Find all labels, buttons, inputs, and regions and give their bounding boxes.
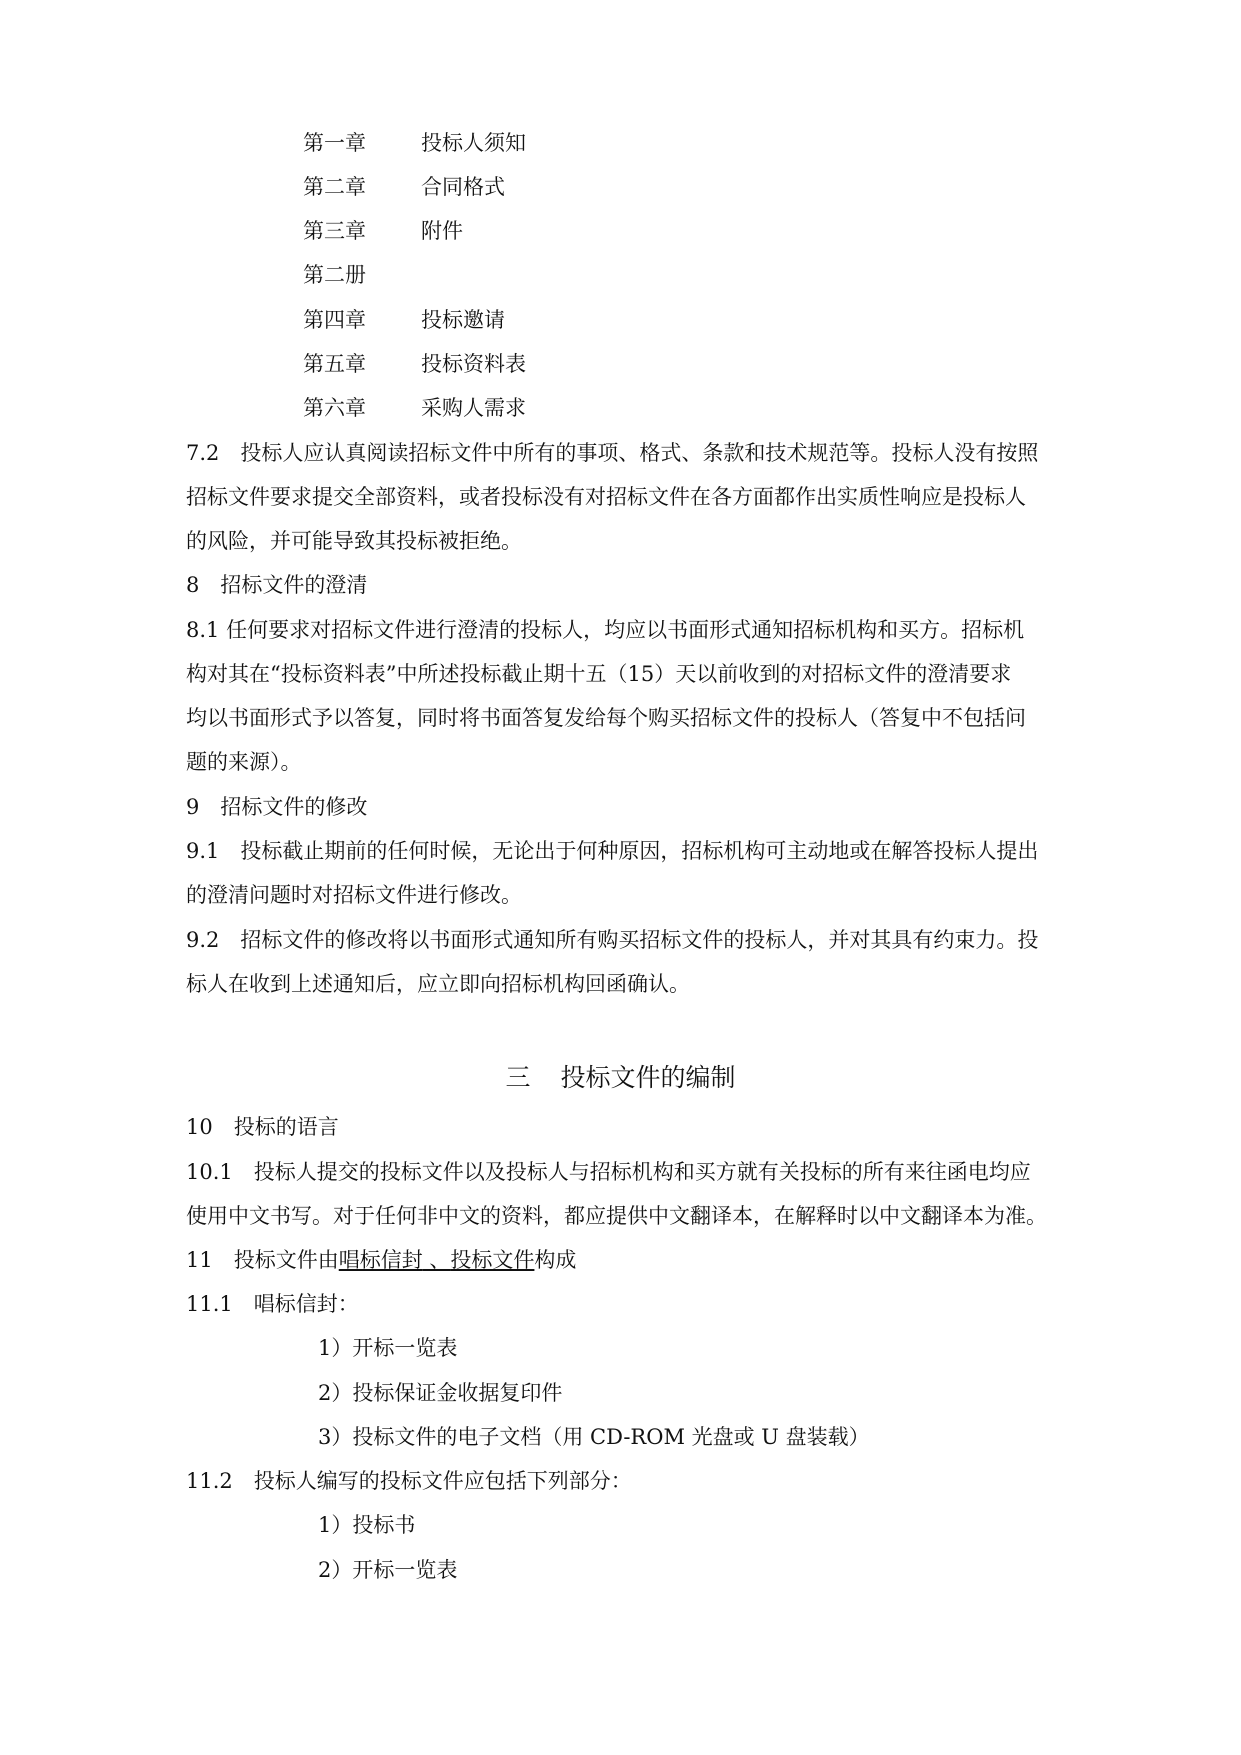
toc-item <box>303 260 421 290</box>
toc-chapter: 第二册 <box>303 263 366 287</box>
paragraph-line: 9.2 招标文件的修改将以书面形式通知所有购买招标文件的投标人，并对其具有约束力。投 <box>186 928 1039 952</box>
underlined-separator: 、 <box>422 1248 451 1272</box>
toc-item <box>303 393 526 423</box>
toc-chapter: 第三章 <box>303 219 366 243</box>
paragraph-line: 标人在收到上述通知后，应立即向招标机构回函确认。 <box>186 972 690 996</box>
section-heading-title: 投标文件的编制 <box>560 1063 736 1092</box>
paragraph-line: 的澄清问题时对招标文件进行修改。 <box>186 883 522 907</box>
toc-chapter: 第二章 <box>303 175 366 199</box>
paragraph-line: 招标文件要求提交全部资料，或者投标没有对招标文件在各方面都作出实质性响应是投标人 <box>186 485 1026 509</box>
toc-chapter: 第六章 <box>303 396 366 420</box>
paragraph-line: 7.2 投标人应认真阅读招标文件中所有的事项、格式、条款和技术规范等。投标人没有按照 <box>186 441 1039 465</box>
list-item: 2）开标一览表 <box>318 1558 458 1582</box>
list-item: 3）投标文件的电子文档（用 CD-ROM 光盘或 U 盘装载） <box>318 1425 870 1449</box>
section-title: 9 招标文件的修改 <box>186 795 368 819</box>
toc-title: 附件 <box>421 219 463 243</box>
list-item: 1）投标书 <box>318 1513 416 1537</box>
underlined-term-envelope: 唱标信封 <box>338 1248 423 1272</box>
toc-title: 合同格式 <box>421 175 505 199</box>
toc-title: 投标邀请 <box>421 308 505 332</box>
paragraph-line: 8.1 任何要求对招标文件进行澄清的投标人，均应以书面形式通知招标机构和买方。招标机 <box>186 618 1025 642</box>
section-title: 10 投标的语言 <box>186 1115 339 1139</box>
toc-item <box>303 172 505 202</box>
toc-chapter: 第五章 <box>303 352 366 376</box>
section-11-suffix: 构成 <box>534 1248 577 1272</box>
paragraph-line: 均以书面形式予以答复，同时将书面答复发给每个购买招标文件的投标人（答复中不包括问 <box>186 706 1026 730</box>
section-heading <box>0 1061 1241 1095</box>
toc-title: 投标人须知 <box>421 131 526 155</box>
toc-item <box>303 349 526 379</box>
list-item: 2）投标保证金收据复印件 <box>318 1381 563 1405</box>
paragraph-line: 的风险，并可能导致其投标被拒绝。 <box>186 529 522 553</box>
section-title: 8 招标文件的澄清 <box>186 573 368 597</box>
subsection-title: 11.1 唱标信封： <box>186 1292 359 1316</box>
toc-chapter: 第一章 <box>303 131 366 155</box>
section-11-prefix: 11 投标文件由 <box>186 1248 339 1272</box>
paragraph-line: 题的来源）。 <box>186 750 302 774</box>
toc-item <box>303 305 505 335</box>
toc-item <box>303 216 463 246</box>
toc-title: 采购人需求 <box>421 396 526 420</box>
toc-title: 投标资料表 <box>421 352 526 376</box>
subsection-title: 11.2 投标人编写的投标文件应包括下列部分： <box>186 1469 632 1493</box>
section-heading-number: 三 <box>505 1063 531 1092</box>
list-item: 1）开标一览表 <box>318 1336 458 1360</box>
paragraph-line: 构对其在“投标资料表”中所述投标截止期十五（15）天以前收到的对招标文件的澄清要求 <box>186 662 1012 686</box>
paragraph-line: 使用中文书写。对于任何非中文的资料，都应提供中文翻译本，在解释时以中文翻译本为准。 <box>186 1204 1047 1228</box>
paragraph-line: 10.1 投标人提交的投标文件以及投标人与招标机构和买方就有关投标的所有来往函电均应 <box>186 1160 1031 1184</box>
paragraph-line: 9.1 投标截止期前的任何时候，无论出于何种原因，招标机构可主动地或在解答投标人提出 <box>186 839 1039 863</box>
section-title-11 <box>186 1245 576 1275</box>
toc-chapter: 第四章 <box>303 308 366 332</box>
toc-item <box>303 128 526 158</box>
underlined-term-bid-document: 投标文件 <box>450 1248 535 1272</box>
